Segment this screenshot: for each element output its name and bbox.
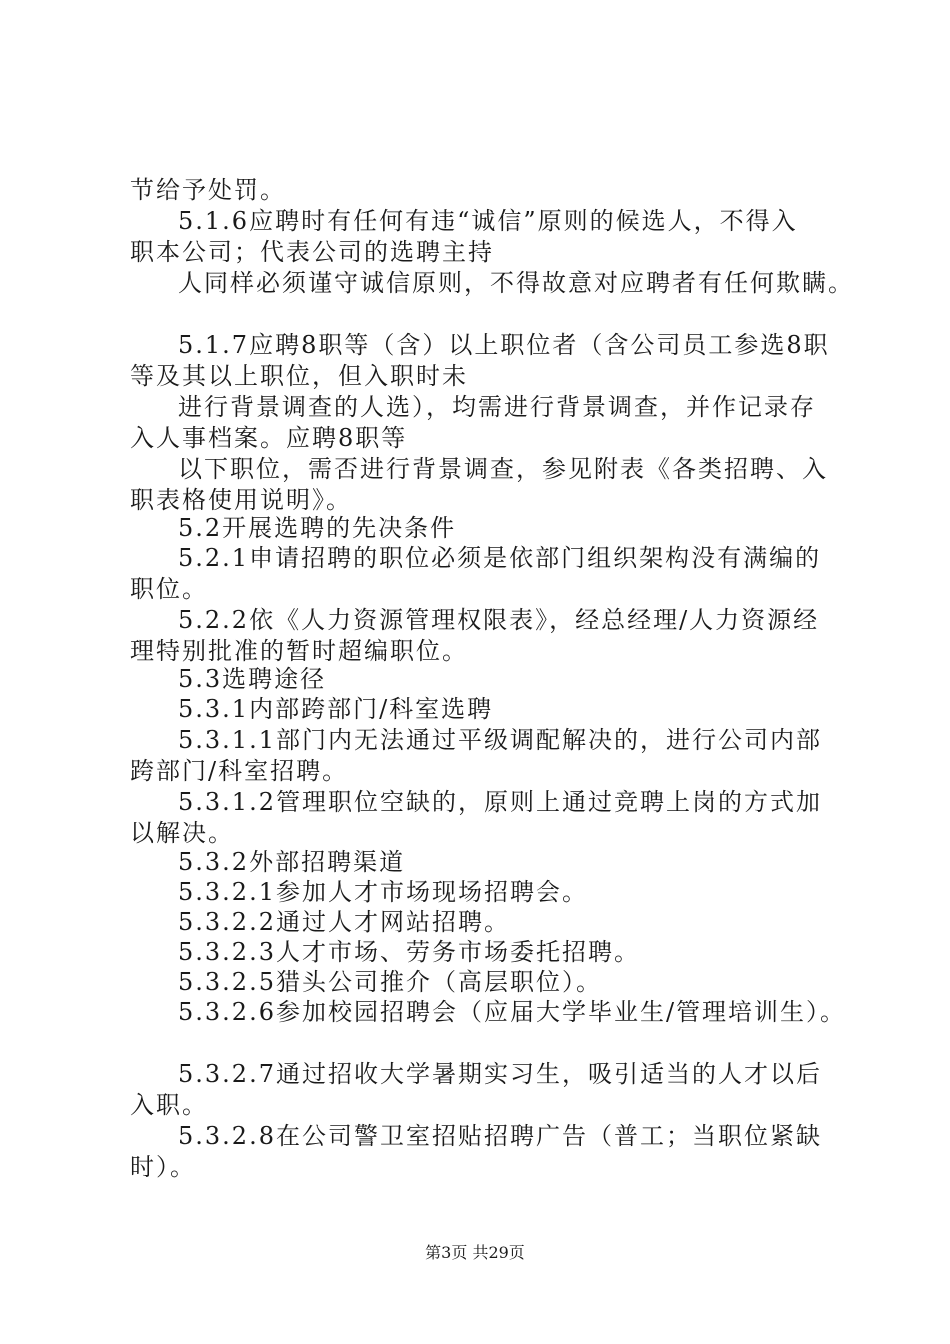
- text-line: 职位。: [130, 575, 208, 603]
- text-line: 5.3.2外部招聘渠道: [178, 848, 406, 876]
- text-line: 以下职位，需否进行背景调查，参见附表《各类招聘、入: [178, 455, 828, 483]
- text-line: 5.3.2.3人才市场、劳务市场委托招聘。: [178, 938, 640, 966]
- section-heading: 5.2开展选聘的先决条件: [178, 514, 457, 542]
- text-line: 人同样必须谨守诚信原则，不得故意对应聘者有任何欺瞒。: [178, 269, 854, 297]
- text-line: 跨部门/科室招聘。: [130, 757, 349, 785]
- section-heading: 5.3选聘途径: [178, 665, 327, 693]
- text-line: 入人事档案。应聘8职等: [130, 424, 408, 452]
- text-line: 5.3.2.1参加人才市场现场招聘会。: [178, 878, 588, 906]
- text-line: 理特别批准的暂时超编职位。: [130, 637, 468, 665]
- text-line: 5.3.1.1部门内无法通过平级调配解决的，进行公司内部: [178, 726, 822, 754]
- text-line: 等及其以上职位，但入职时未: [130, 362, 468, 390]
- text-line: 入职。: [130, 1091, 208, 1119]
- text-line: 5.3.2.7通过招收大学暑期实习生，吸引适当的人才以后: [178, 1060, 822, 1088]
- text-line: 5.1.6应聘时有任何有违“诚信”原则的候选人，不得入: [178, 207, 798, 235]
- text-line: 5.3.1.2管理职位空缺的，原则上通过竞聘上岗的方式加: [178, 788, 822, 816]
- text-line: 5.3.2.6参加校园招聘会（应届大学毕业生/管理培训生）。: [178, 998, 847, 1026]
- text-line: 职表格使用说明》。: [130, 486, 352, 514]
- text-line: 5.2.1申请招聘的职位必须是依部门组织架构没有满编的: [178, 544, 822, 572]
- text-line: 5.2.2依《人力资源管理权限表》，经总经理/人力资源经: [178, 606, 820, 634]
- text-line: 5.3.2.8在公司警卫室招贴招聘广告（普工；当职位紧缺: [178, 1122, 822, 1150]
- text-line: 5.3.2.2通过人才网站招聘。: [178, 908, 510, 936]
- text-line: 以解决。: [130, 819, 234, 847]
- page-number-footer: 第3页 共29页: [425, 1243, 525, 1262]
- text-line: 5.1.7应聘8职等（含）以上职位者（含公司员工参选8职: [178, 331, 830, 359]
- text-line: 时）。: [130, 1153, 196, 1181]
- text-line: 职本公司；代表公司的选聘主持: [130, 238, 494, 266]
- text-line: 5.3.1内部跨部门/科室选聘: [178, 695, 494, 723]
- text-line: 5.3.2.5猎头公司推介（高层职位）。: [178, 968, 602, 996]
- text-line: 节给予处罚。: [130, 176, 286, 204]
- text-line: 进行背景调查的人选），均需进行背景调查，并作记录存: [178, 393, 816, 421]
